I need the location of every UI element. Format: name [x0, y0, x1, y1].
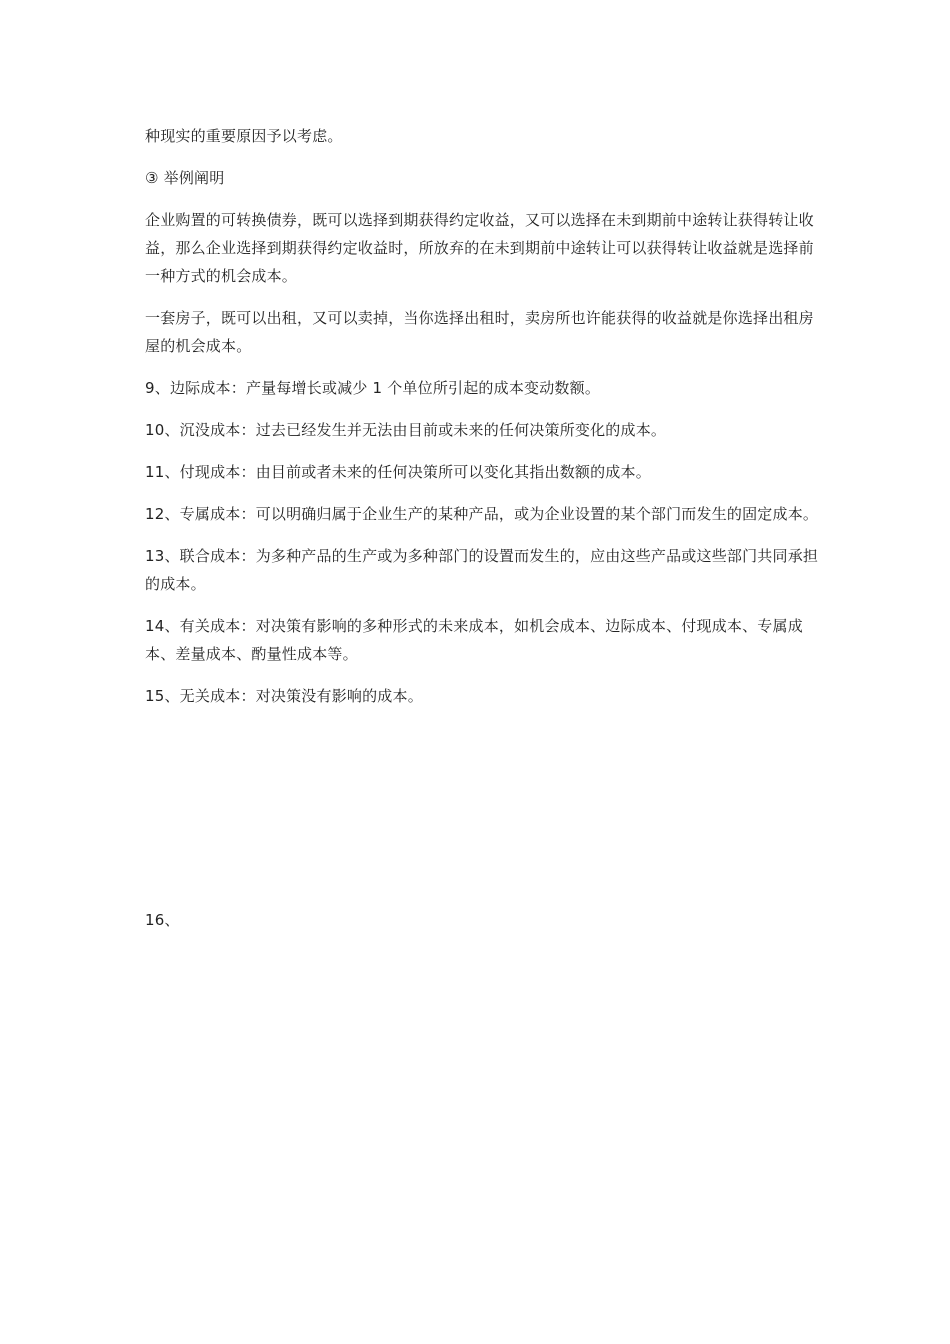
- paragraph-house-example: 一套房子，既可以出租，又可以卖掉，当你选择出租时，卖房所也许能获得的收益就是你选择出租房屋的机会成本。: [145, 309, 814, 355]
- paragraph-convertible-bond-example: 企业购置的可转换债券，既可以选择到期获得约定收益，又可以选择在未到期前中途转让获得转让收益，那么企业选择到期获得约定收益时，所放弃的在未到期前中途转让可以获得转让收益就是选择前一种方式的机会成本。: [145, 211, 814, 285]
- paragraph-continuation: 种现实的重要原因予以考虑。: [145, 127, 343, 145]
- definition-marginal-cost: 9、边际成本：产量每增长或减少 1 个单位所引起的成本变动数额。: [145, 379, 601, 397]
- definition-relevant-cost: 14、有关成本：对决策有影响的多种形式的未来成本，如机会成本、边际成本、付现成本、专属成本、差量成本、酌量性成本等。: [145, 617, 803, 663]
- blank-space: [145, 724, 825, 906]
- definition-sunk-cost: 10、沉没成本：过去已经发生并无法由目前或未来的任何决策所变化的成本。: [145, 421, 667, 439]
- definition-joint-cost: 13、联合成本：为多种产品的生产或为多种部门的设置而发生的，应由这些产品或这些部门共同承担的成本。: [145, 547, 819, 593]
- subheading-example: ③ 举例阐明: [145, 169, 225, 187]
- definition-irrelevant-cost: 15、无关成本：对决策没有影响的成本。: [145, 687, 423, 705]
- definition-out-of-pocket-cost: 11、付现成本：由目前或者未来的任何决策所可以变化其指出数额的成本。: [145, 463, 651, 481]
- definition-specific-cost: 12、专属成本：可以明确归属于企业生产的某种产品，或为企业设置的某个部门而发生的固定成本。: [145, 505, 819, 523]
- list-item-16: 16、: [145, 911, 180, 929]
- document-body: [145, 122, 825, 948]
